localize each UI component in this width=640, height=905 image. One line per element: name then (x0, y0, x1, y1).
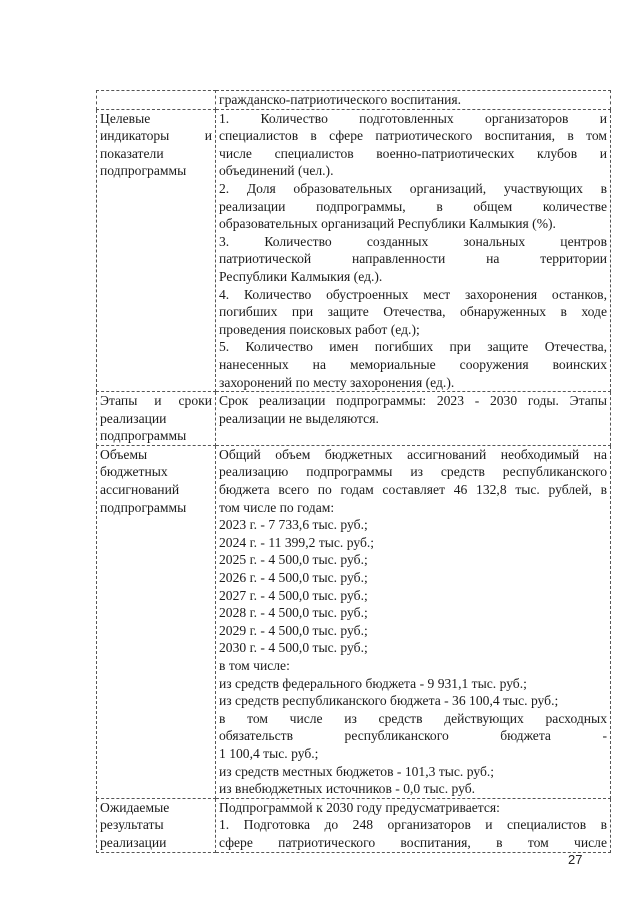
label-line: показатели (100, 145, 164, 161)
label-line: Объемы (100, 446, 148, 462)
year-amount: 2030 г. - 4 500,0 тыс. руб.; (219, 640, 368, 656)
label-line: подпрограммы (100, 499, 187, 515)
label-line: Целевые (100, 110, 151, 126)
row-label-stages-terms (97, 392, 216, 446)
indicator-item-3 (219, 233, 607, 286)
value-line: числе специалистов военно-патриотических клубов и (219, 145, 607, 161)
value-line: обязательств республиканского бюджета - (219, 728, 607, 744)
label-line: результаты (100, 817, 164, 833)
indicator-item-5 (219, 338, 607, 391)
label-line: подпрограммы (100, 428, 187, 444)
year-amount: 2023 г. - 7 733,6 тыс. руб.; (219, 517, 368, 533)
value-line: Подпрограммой к 2030 году предусматривается: (219, 799, 500, 815)
row-label-empty (97, 91, 216, 110)
value-line: реализации подпрограммы, в общем количестве (219, 198, 607, 214)
value-line: Республики Калмыкия (ед.). (219, 268, 383, 284)
value-line: 3. Количество созданных зональных центров (219, 233, 607, 249)
value-line: реализацию подпрограммы из средств республиканского (219, 464, 607, 480)
label-line: подпрограммы (100, 163, 187, 179)
row-label-budget (97, 445, 216, 798)
value-line: проведения поисковых работ (ед.); (219, 321, 420, 337)
value-line: захоронений по месту захоронения (ед.). (219, 374, 455, 390)
source-amount: из внебюджетных источников - 0,0 тыс. руб. (219, 781, 476, 797)
value-line: 2. Доля образовательных организаций, участвующих в (219, 180, 607, 196)
value-line: гражданско-патриотического воспитания. (219, 92, 462, 107)
table-row-continuation (97, 91, 611, 110)
value-line: сфере патриотического воспитания, в том числе (219, 834, 607, 850)
value-line: объединений (чел.). (219, 163, 334, 179)
year-amount: 2027 г. - 4 500,0 тыс. руб.; (219, 587, 368, 603)
value-line: реализации не выделяются. (219, 410, 379, 426)
value-line: том числе по годам: (219, 499, 335, 515)
value-line: в том числе из средств действующих расходных (219, 710, 607, 726)
value-line: Срок реализации подпрограммы: 2023 - 2030 годы. Этапы (219, 393, 607, 409)
value-line: патриотической направленности на территории (219, 251, 607, 267)
value-line: бюджета всего по годам составляет 46 132,8 тыс. рублей, в (219, 482, 607, 498)
label-line: Ожидаемые (100, 799, 170, 815)
label-line: реализации (100, 834, 167, 850)
value-line: нанесенных на мемориальные сооружения воинских (219, 356, 607, 372)
table-row-budget (97, 445, 611, 798)
value-line: погибших при защите Отечества, обнаруженных в ходе (219, 304, 607, 320)
indicator-item-1 (219, 110, 607, 180)
source-amount: из средств федерального бюджета - 9 931,1 тыс. руб.; (219, 675, 527, 691)
row-value-budget (216, 445, 611, 798)
label-line: реализации (100, 410, 167, 426)
value-line: 1. Подготовка до 248 организаторов и специалистов в (219, 817, 607, 833)
year-amount: 2026 г. - 4 500,0 тыс. руб.; (219, 570, 368, 586)
source-amount: из средств республиканского бюджета - 36 100,4 тыс. руб.; (219, 693, 559, 709)
row-label-target-indicators (97, 109, 216, 392)
label-line: Этапы и сроки (100, 393, 212, 409)
page-number: 27 (568, 852, 583, 867)
value-line: 5. Количество имен погибших при защите Отечества, (219, 339, 607, 355)
table-row-stages-terms (97, 392, 611, 446)
label-line: индикаторы и (100, 128, 212, 144)
value-line: 1. Количество подготовленных организаторов и (219, 110, 607, 126)
year-amount: 2029 г. - 4 500,0 тыс. руб.; (219, 622, 368, 638)
row-value-target-indicators (216, 109, 611, 392)
subprogram-passport-table (96, 90, 611, 853)
label-line: бюджетных (100, 464, 168, 480)
row-value-expected-results (216, 798, 611, 852)
value-line: 4. Количество обустроенных мест захоронения останков, (219, 286, 607, 302)
row-label-expected-results (97, 798, 216, 852)
row-value-stages-terms (216, 392, 611, 446)
indicator-item-2 (219, 180, 607, 233)
value-line: образовательных организаций Республики Калмыкия (%). (219, 216, 556, 232)
value-line: 1 100,4 тыс. руб.; (219, 745, 319, 761)
table-row-target-indicators (97, 109, 611, 392)
label-line: ассигнований (100, 482, 180, 498)
year-amount: 2028 г. - 4 500,0 тыс. руб.; (219, 605, 368, 621)
year-amount: 2025 г. - 4 500,0 тыс. руб.; (219, 552, 368, 568)
indicator-item-4 (219, 286, 607, 339)
row-value-continuation (216, 91, 611, 110)
year-amount: 2024 г. - 11 399,2 тыс. руб.; (219, 534, 375, 550)
table-row-expected-results (97, 798, 611, 852)
source-amount: из средств местных бюджетов - 101,3 тыс. руб.; (219, 763, 495, 779)
value-line: специалистов в сфере патриотического воспитания, в том (219, 128, 607, 144)
value-line: в том числе: (219, 658, 290, 673)
value-line: Общий объем бюджетных ассигнований необходимый на (219, 446, 607, 462)
